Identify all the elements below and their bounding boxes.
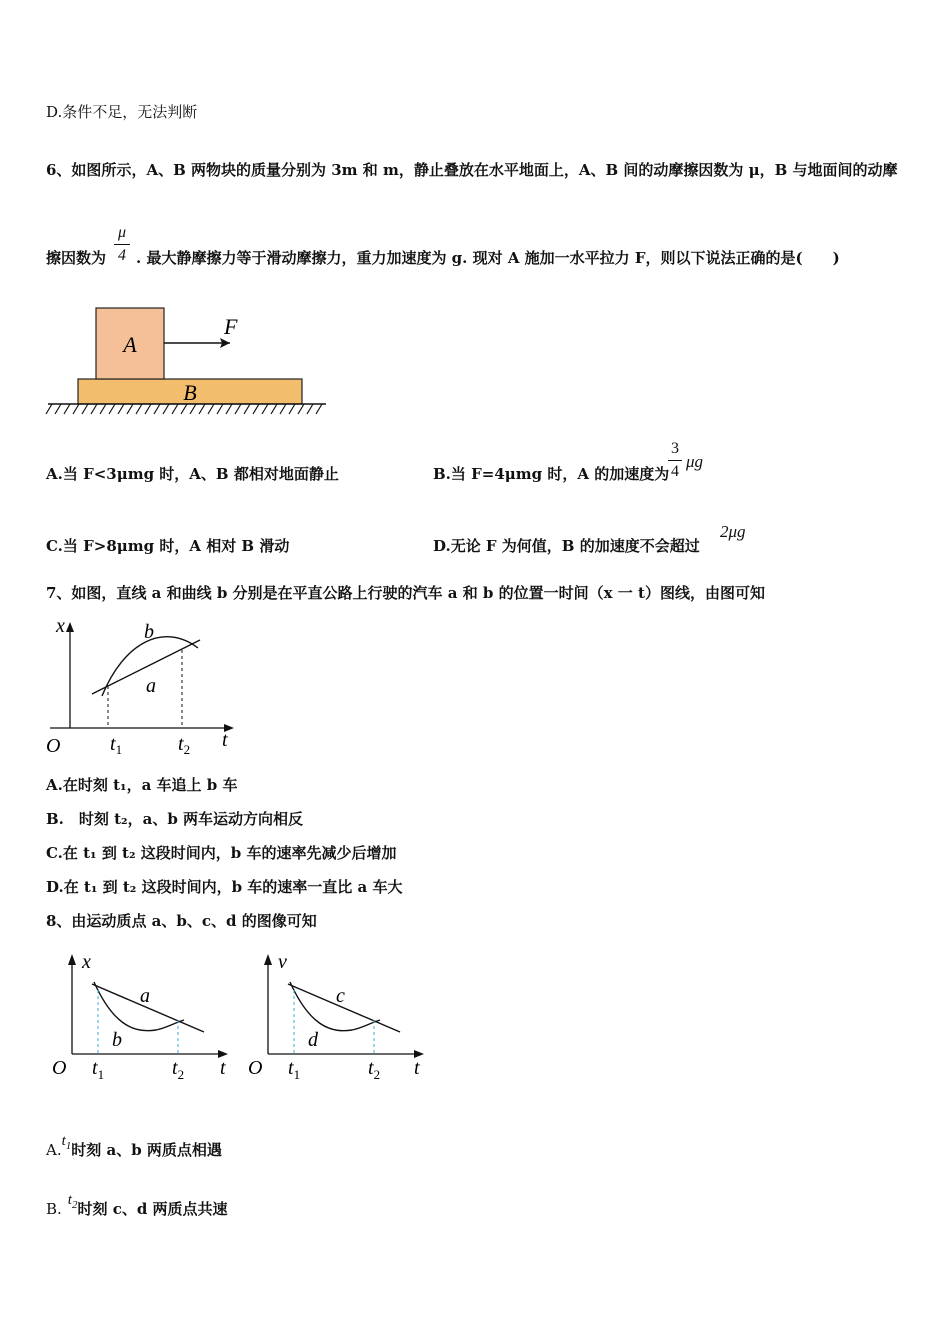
curve-label-d: d [308, 1029, 318, 1051]
line-label-c: c [336, 985, 345, 1007]
origin-label: O [46, 735, 61, 757]
curve-label-b: b [112, 1029, 122, 1051]
q8-option-a-prefix: A. [46, 1141, 62, 1159]
axis-label-x: x [56, 615, 65, 637]
q8-option-a-t: $t_1$ [61, 1133, 72, 1152]
hatch-mark [271, 404, 277, 414]
q8-option-b-prefix: B. [46, 1200, 62, 1218]
hatch-mark [253, 404, 259, 414]
curve-b [94, 982, 184, 1031]
q6-block-figure [46, 300, 336, 410]
hatch-mark [190, 404, 196, 414]
q7-option-d: D.在 t₁ 到 t₂ 这段时间内，b 车的速率一直比 a 车大 [46, 878, 403, 896]
y-arrow-icon [264, 954, 272, 965]
q6-stem-line2-post: . 最大静摩擦力等于滑动摩擦力，重力加速度为 g. 现对 A 施加一水平拉力 F，则以下说法正确的是( ) [136, 249, 840, 267]
hatch-mark [46, 404, 52, 414]
q8-stem: 8、由运动质点 a、b、c、d 的图像可知 [46, 912, 317, 930]
hatch-mark [280, 404, 286, 414]
q6-option-b-post: μg [686, 452, 704, 471]
hatch-mark [55, 404, 61, 414]
q6-option-c: C.当 F>8μmg 时，A 相对 B 滑动 [46, 537, 290, 555]
q6-frac-num: μ [117, 224, 127, 241]
q8-option-a-text: 时刻 a、b 两质点相遇 [71, 1141, 222, 1159]
q5-option-d: D.条件不足，无法判断 [46, 103, 198, 121]
q8-option-b-text: 时刻 c、d 两质点共速 [77, 1200, 228, 1218]
q6-stem-line2-pre: 擦因数为 [46, 249, 107, 267]
q8-option-b-t: $t_2$ [67, 1192, 78, 1211]
hatch-mark [127, 404, 133, 414]
hatch-mark [64, 404, 70, 414]
hatch-mark [316, 404, 322, 414]
hatch-mark [163, 404, 169, 414]
ground-hatch [46, 404, 322, 414]
curve-label-b: b [144, 621, 154, 643]
hatch-mark [208, 404, 214, 414]
tick-t2: $t_2$ [178, 733, 191, 757]
hatch-mark [109, 404, 115, 414]
hatch-mark [73, 404, 79, 414]
block-b-label: B [183, 380, 197, 405]
tick-t2: $t_2$ [172, 1057, 185, 1082]
tick-t1: $t_1$ [92, 1057, 105, 1082]
hatch-mark [172, 404, 178, 414]
hatch-mark [145, 404, 151, 414]
q6-option-b-pre: B.当 F=4μmg 时，A 的加速度为 [433, 465, 670, 483]
hatch-mark [136, 404, 142, 414]
hatch-mark [226, 404, 232, 414]
hatch-mark [298, 404, 304, 414]
q6-option-b-frac [668, 440, 682, 481]
q7-option-c: C.在 t₁ 到 t₂ 这段时间内，b 车的速率先减少后增加 [46, 844, 397, 862]
hatch-mark [262, 404, 268, 414]
hatch-mark [307, 404, 313, 414]
q8-graph-right [246, 950, 436, 1090]
q6-frac-den: 4 [118, 247, 126, 264]
q8-option-b [46, 1192, 228, 1225]
hatch-mark [181, 404, 187, 414]
q6-option-b-frac-num: 3 [671, 440, 679, 457]
q7-option-a: A.在时刻 t₁，a 车追上 b 车 [46, 776, 238, 794]
origin-label: O [52, 1057, 67, 1079]
q6-option-a: A.当 F<3μmg 时，A、B 都相对地面静止 [46, 465, 339, 483]
axis-label-x: x [82, 951, 91, 973]
q8-option-a [46, 1133, 222, 1166]
q7-xt-graph [44, 612, 244, 762]
hatch-mark [289, 404, 295, 414]
axis-label-v: v [278, 951, 287, 973]
hatch-mark [154, 404, 160, 414]
origin-label: O [248, 1057, 263, 1079]
line-label-a: a [140, 985, 150, 1007]
axis-label-t: t [414, 1057, 420, 1079]
q7-stem: 7、如图，直线 a 和曲线 b 分别是在平直公路上行驶的汽车 a 和 b 的位置一时间（x 一 t）图线，由图可知 [46, 584, 765, 602]
hatch-mark [91, 404, 97, 414]
hatch-mark [100, 404, 106, 414]
axis-label-t: t [220, 1057, 226, 1079]
q6-stem-line1: 6、如图所示，A、B 两物块的质量分别为 3m 和 m，静止叠放在水平地面上，A、B 间的动摩擦因数为 μ，B 与地面间的动摩 [46, 161, 898, 179]
q6-option-d-post: 2μg [720, 522, 746, 541]
q6-option-b-frac-den: 4 [671, 463, 679, 480]
hatch-mark [118, 404, 124, 414]
curve-d [290, 982, 380, 1031]
block-a-label: A [123, 332, 137, 357]
hatch-mark [244, 404, 250, 414]
line-label-a: a [146, 675, 156, 697]
q6-mu-over-4 [114, 224, 130, 265]
y-arrow-icon [66, 622, 74, 632]
tick-t1: $t_1$ [110, 733, 123, 757]
force-label: F [224, 314, 238, 339]
hatch-mark [235, 404, 241, 414]
y-arrow-icon [68, 954, 76, 965]
q7-option-b: B. 时刻 t₂，a、b 两车运动方向相反 [46, 810, 304, 828]
axis-label-t: t [222, 729, 228, 751]
q8-graph-left [50, 950, 240, 1090]
hatch-mark [217, 404, 223, 414]
tick-t2: $t_2$ [368, 1057, 381, 1082]
hatch-mark [199, 404, 205, 414]
tick-t1: $t_1$ [288, 1057, 301, 1082]
hatch-mark [82, 404, 88, 414]
q6-option-d-pre: D.无论 F 为何值，B 的加速度不会超过 [433, 537, 700, 555]
